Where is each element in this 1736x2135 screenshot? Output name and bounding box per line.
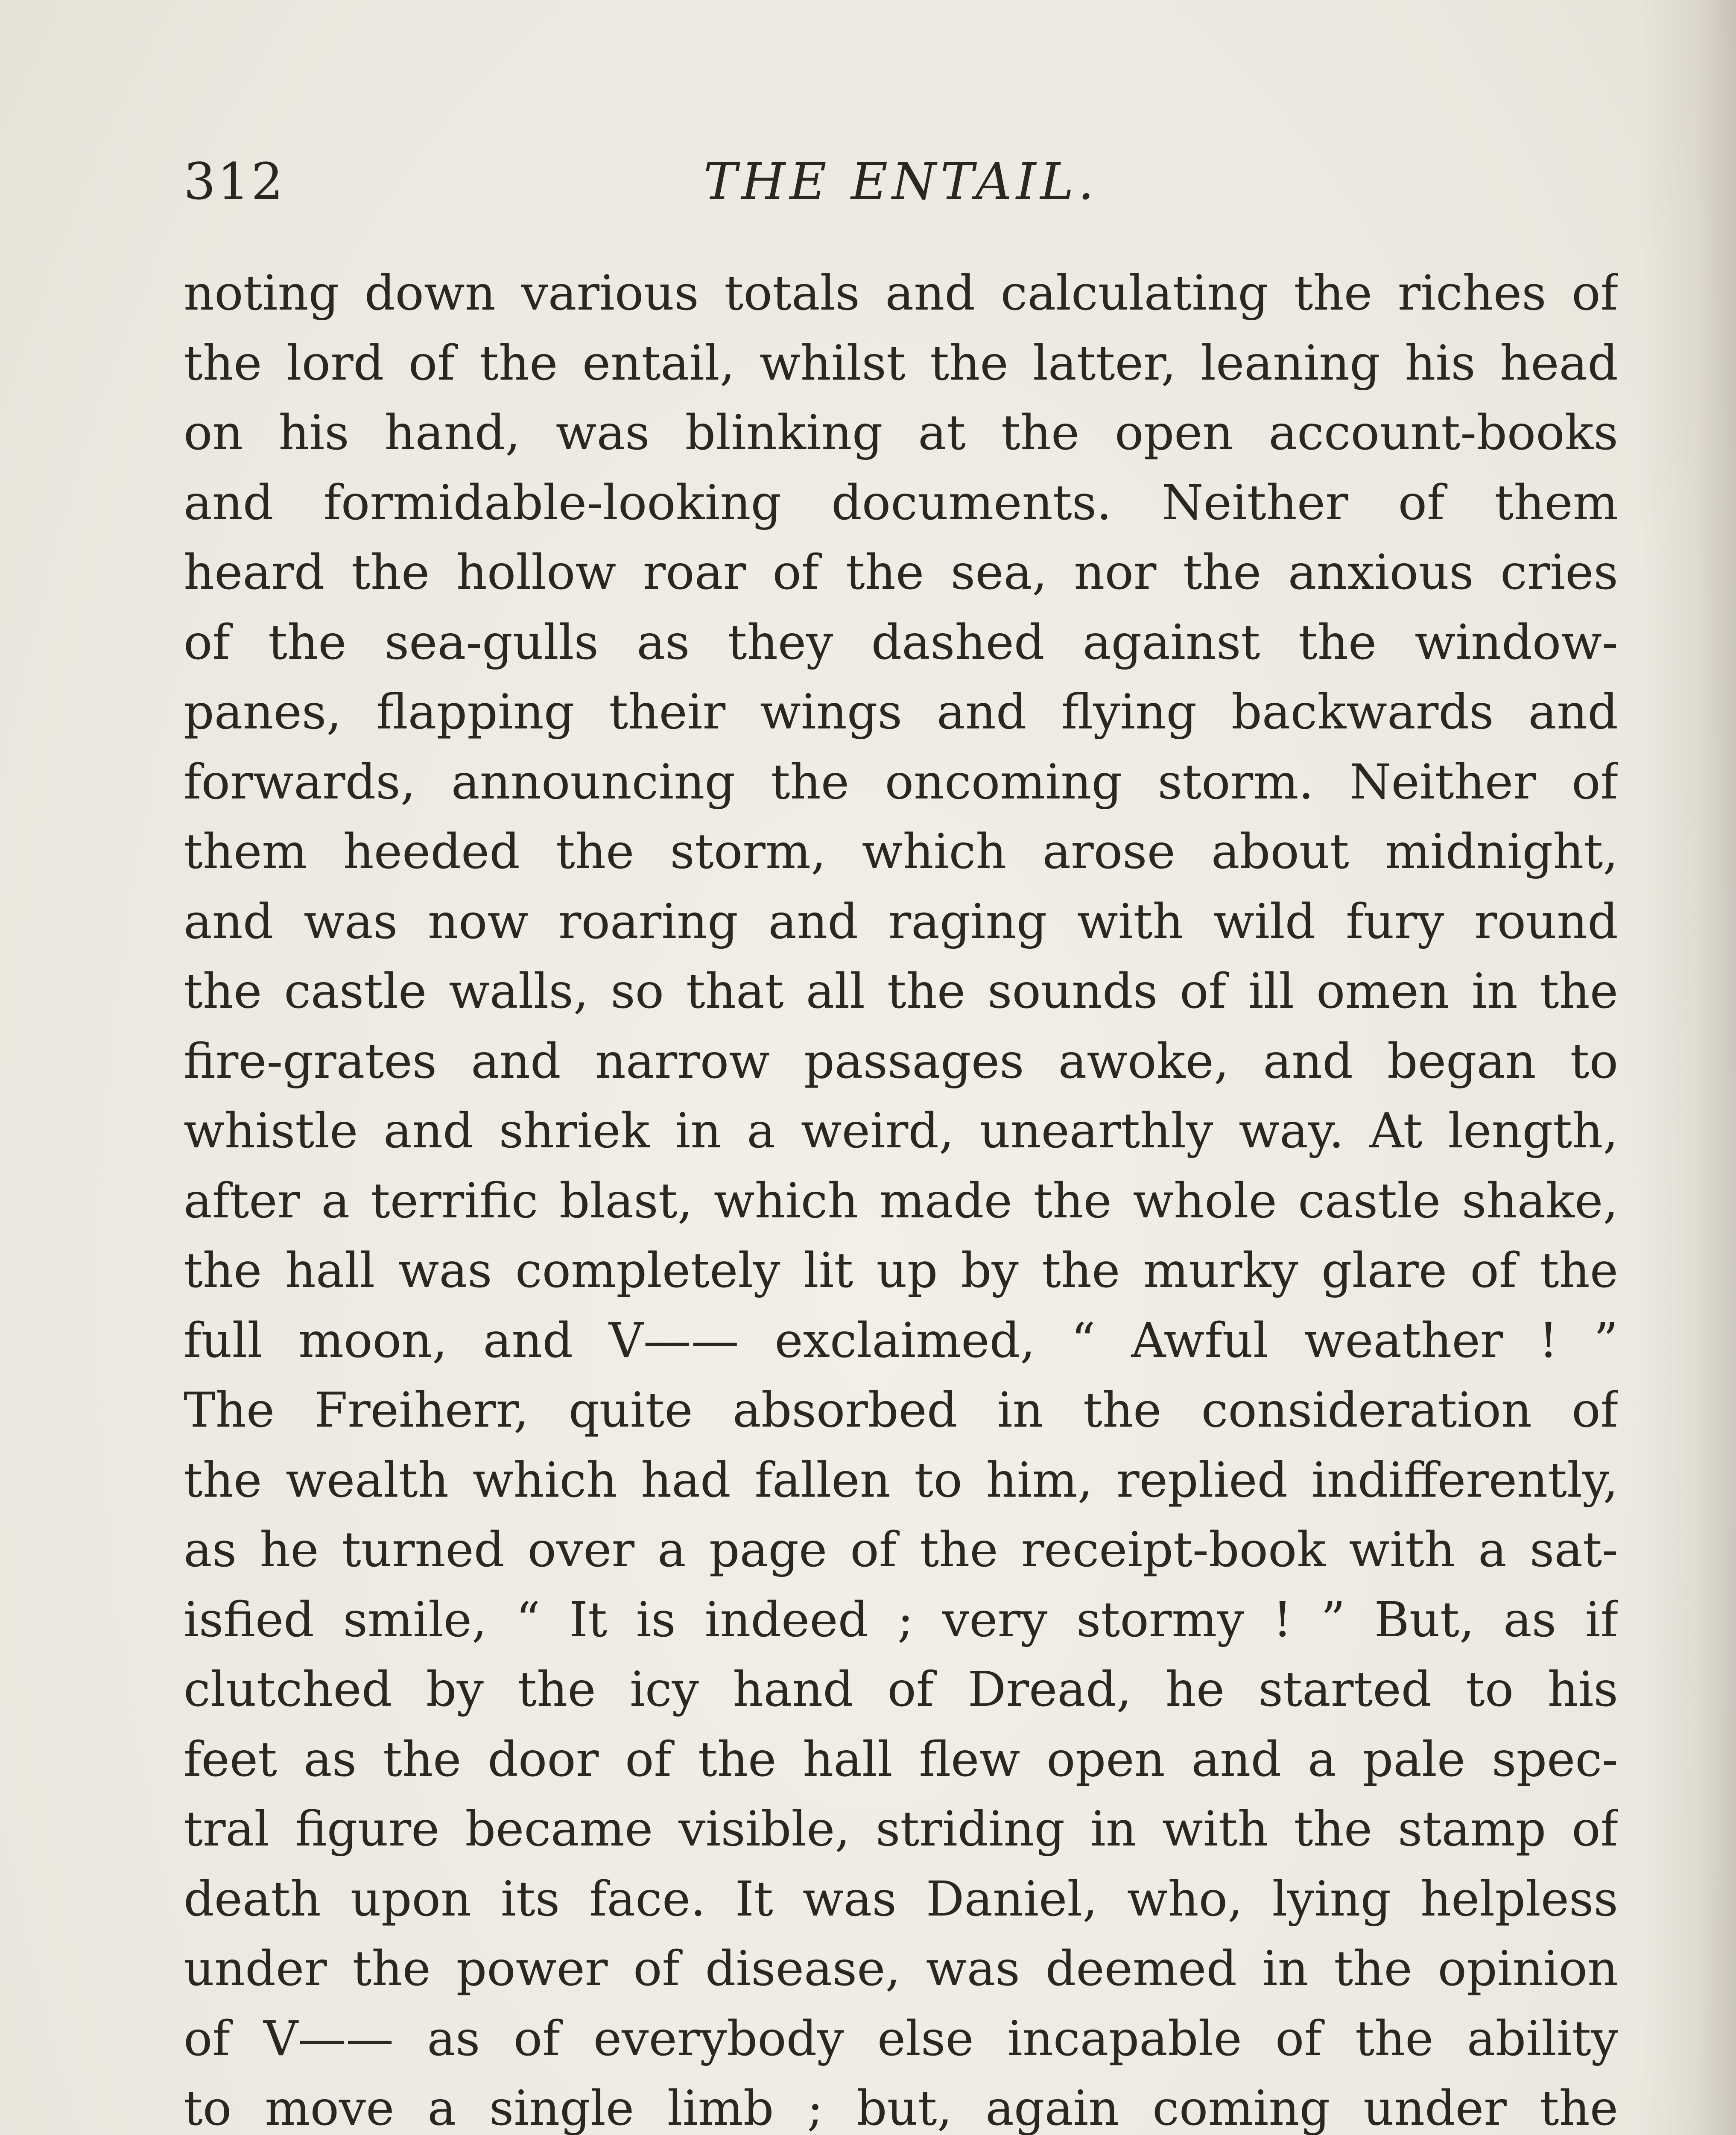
text-line: of the sea-gulls as they dashed against the window-: [184, 614, 1618, 670]
text-line: noting down various totals and calculating the riches of: [184, 266, 1618, 321]
text-line: and formidable-looking documents. Neither of them: [184, 475, 1618, 531]
text-line: fire-grates and narrow passages awoke, and began to: [184, 1033, 1618, 1089]
text-line: isfied smile, “ It is indeed ; very stormy ! ” But, as if: [184, 1592, 1618, 1648]
text-line: the castle walls, so that all the sounds of ill omen in the: [184, 964, 1618, 1019]
text-line: on his hand, was blinking at the open account-books: [184, 405, 1618, 461]
text-line: tral figure became visible, striding in with the stamp of: [184, 1802, 1618, 1857]
text-line: of V—— as of everybody else incapable of the ability: [184, 2011, 1618, 2067]
text-line: the wealth which had fallen to him, replied indifferently,: [184, 1452, 1618, 1508]
text-line: to move a single limb ; but, again coming under the: [184, 2081, 1618, 2135]
text-line: under the power of disease, was deemed in the opinion: [184, 1941, 1618, 1997]
text-line: panes, flapping their wings and flying backwards and: [184, 684, 1618, 740]
text-line: The Freiherr, quite absorbed in the consideration of: [184, 1383, 1618, 1438]
body-text: [184, 259, 1618, 2135]
text-line: death upon its face. It was Daniel, who, lying helpless: [184, 1871, 1618, 1927]
text-line: the hall was completely lit up by the murky glare of the: [184, 1243, 1618, 1299]
text-line: whistle and shriek in a weird, unearthly way. At length,: [184, 1103, 1618, 1159]
text-line: them heeded the storm, which arose about midnight,: [184, 824, 1618, 880]
text-line: full moon, and V—— exclaimed, “ Awful weather ! ”: [184, 1313, 1618, 1369]
text-line: as he turned over a page of the receipt-book with a sat-: [184, 1522, 1618, 1578]
page-edge-shadow: [1642, 0, 1736, 2135]
text-line: the lord of the entail, whilst the latter, leaning his head: [184, 335, 1618, 391]
text-line: heard the hollow roar of the sea, nor the anxious cries: [184, 545, 1618, 600]
text-line: after a terrific blast, which made the whole castle shake,: [184, 1173, 1618, 1229]
text-line: clutched by the icy hand of Dread, he started to his: [184, 1662, 1618, 1717]
page-header: [184, 147, 1618, 216]
text-line: and was now roaring and raging with wild fury round: [184, 894, 1618, 950]
page-number: 312: [184, 152, 285, 211]
text-line: forwards, announcing the oncoming storm. Neither of: [184, 754, 1618, 810]
text-line: feet as the door of the hall flew open and a pale spec-: [184, 1731, 1618, 1787]
running-head: THE ENTAIL.: [703, 152, 1099, 211]
